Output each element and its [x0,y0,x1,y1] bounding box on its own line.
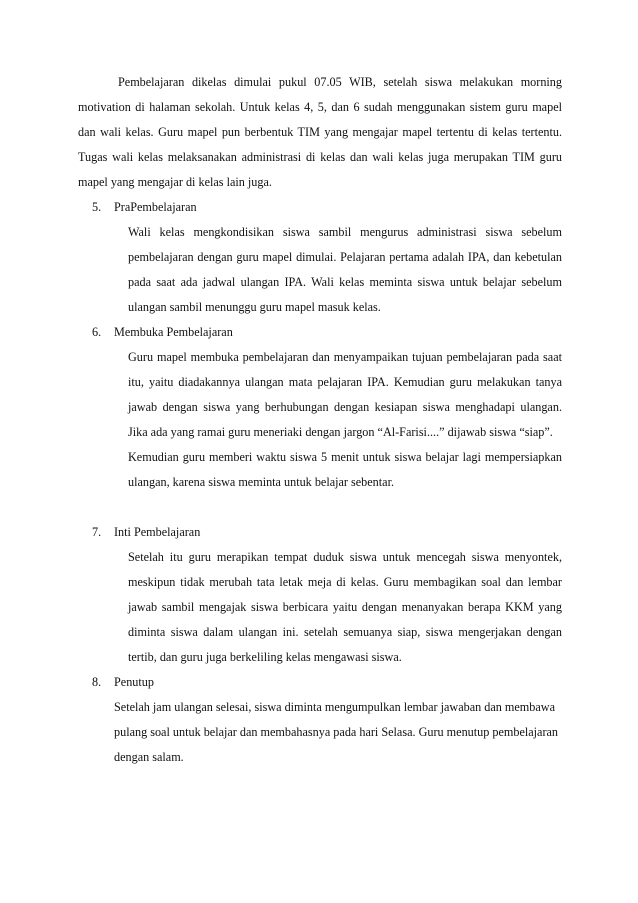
list-item-inti-pembelajaran [92,520,562,670]
body-paragraph: Guru mapel membuka pembelajaran dan menyampaikan tujuan pembelajaran pada saat itu, yaitu diadakannya ulangan mata pelajaran IPA. Kemudian guru melakukan tanya jawab dengan siswa yang berhubungan dengan kesiapan siswa menghadapi ulangan. Jika ada yang ramai guru meneriaki dengan jargon “Al-Farisi....” dijawab siswa “siap”. [128,350,562,439]
document-page [78,70,562,770]
list-item-title: Membuka Pembelajaran [114,325,233,339]
list-item-heading [92,320,562,345]
list-item-title: Inti Pembelajaran [114,525,201,539]
list-item-prapembelajaran [92,195,562,320]
body-paragraph: Kemudian guru memberi waktu siswa 5 menit untuk siswa belajar lagi mempersiapkan ulangan, karena siswa meminta untuk belajar sebentar. [128,450,562,489]
list-item-heading [92,670,562,695]
list-item-body [128,220,562,320]
intro-paragraph: Pembelajaran dikelas dimulai pukul 07.05 WIB, setelah siswa melakukan morning motivation di halaman sekolah. Untuk kelas 4, 5, dan 6 sudah menggunakan sistem guru mapel dan wali kelas. Guru mapel pun berbentuk TIM yang mengajar mapel tertentu di kelas tertentu. Tugas wali kelas melaksanakan administrasi di kelas dan wali kelas juga merupakan TIM guru mapel yang mengajar di kelas lain juga. [78,75,562,189]
list-item-body [128,345,562,495]
spacer [78,495,562,520]
list-item-number: 5. [92,200,102,214]
list-item-heading [92,195,562,220]
body-paragraph: Wali kelas mengkondisikan siswa sambil mengurus administrasi siswa sebelum pembelajaran dengan guru mapel dimulai. Pelajaran pertama adalah IPA, dan kebetulan pada saat ada jadwal ulangan IPA. Wali kelas meminta siswa untuk belajar sebelum ulangan sambil menunggu guru mapel masuk kelas. [128,225,562,314]
body-paragraph: Setelah itu guru merapikan tempat duduk siswa untuk mencegah siswa menyontek, meskipun tidak merubah tata letak meja di kelas. Guru membagikan soal dan lembar jawab sambil mengajak siswa berbicara yaitu dengan menanyakan berapa KKM yang diminta siswa dalam ulangan ini. setelah semuanya siap, siswa mengerjakan dengan tertib, dan guru juga berkeliling kelas mengawasi siswa. [128,550,562,664]
body-paragraph: Setelah jam ulangan selesai, siswa diminta mengumpulkan lembar jawaban dan membawa pulang soal untuk belajar dan membahasnya pada hari Selasa. Guru menutup pembelajaran dengan salam. [114,700,559,764]
list-item-heading [92,520,562,545]
list-item-title: Penutup [114,675,154,689]
list-item-body [128,545,562,670]
list-item-membuka-pembelajaran [92,320,562,495]
list-item-body [114,695,562,770]
list-item-number: 7. [92,525,102,539]
list-item-penutup [92,670,562,770]
list-item-number: 8. [92,675,102,689]
list-item-number: 6. [92,325,102,339]
list-item-title: PraPembelajaran [114,200,197,214]
